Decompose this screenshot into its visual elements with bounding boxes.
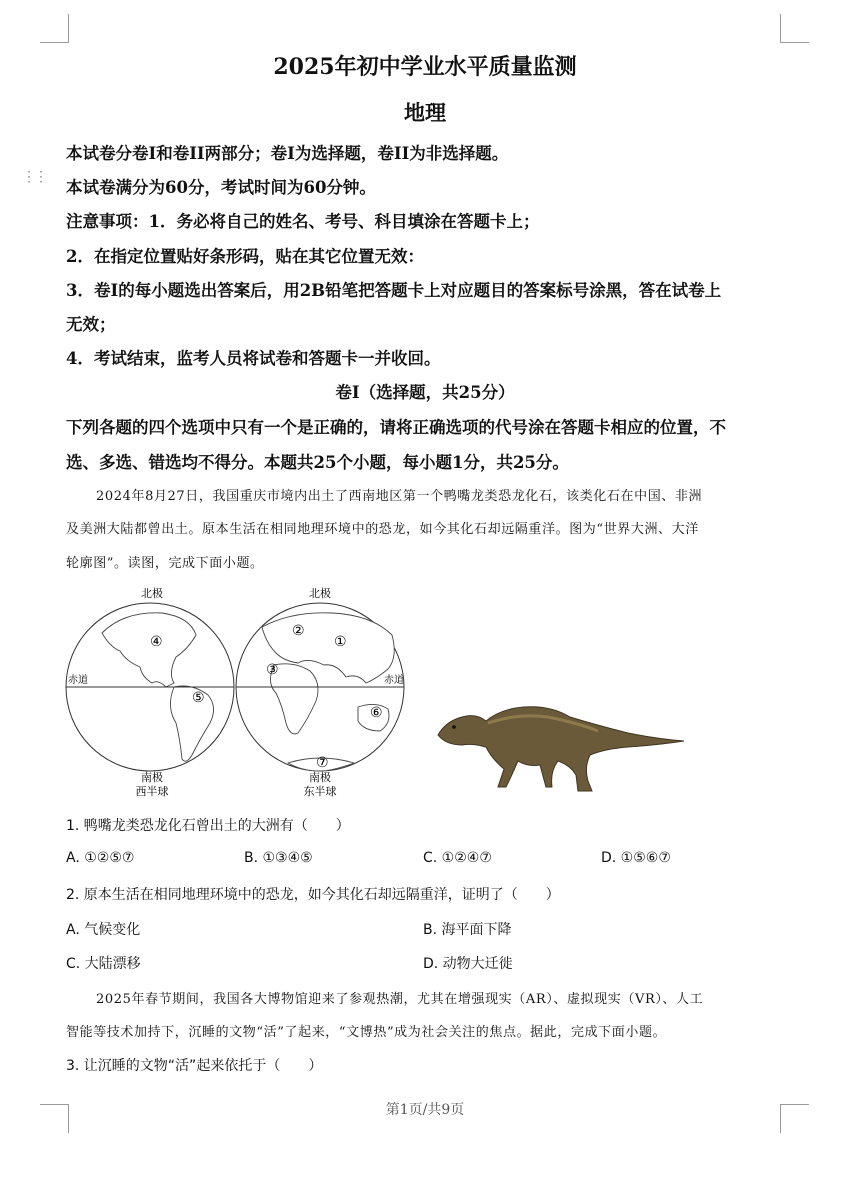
crop-mark-top-right bbox=[780, 14, 809, 43]
west-hemisphere-label: 西半球 bbox=[135, 785, 169, 798]
question-1-option-b[interactable]: B. ①③④⑤ bbox=[244, 850, 313, 866]
passage-line: 轮廓图”。读图，完成下面小题。 bbox=[66, 556, 264, 571]
question-1-option-c[interactable]: C. ①②④⑦ bbox=[423, 850, 492, 866]
instruction-line: 注意事项：1．务必将自己的姓名、考号、科目填涂在答题卡上； bbox=[66, 212, 540, 231]
equator-label-east: 赤道 bbox=[384, 675, 404, 686]
marker-6: ⑥ bbox=[370, 705, 383, 721]
equator-label-west: 赤道 bbox=[68, 675, 88, 686]
dinosaur-illustration bbox=[428, 695, 690, 797]
marker-2: ② bbox=[292, 623, 305, 639]
passage-line: 及美洲大陆都曾出土。原本生活在相同地理环境中的恐龙，如今其化石却远隔重洋。图为“世界大洲、大洋 bbox=[66, 522, 699, 537]
page-number: 第1页/共9页 bbox=[385, 1102, 465, 1118]
question-2-option-d[interactable]: D. 动物大迁徙 bbox=[423, 956, 513, 972]
east-hemisphere-globe bbox=[236, 603, 404, 771]
world-map-figure bbox=[62, 583, 412, 801]
crop-mark-top-left bbox=[40, 14, 69, 43]
section-intro-line: 下列各题的四个选项中只有一个是正确的，请将正确选项的代号涂在答题卡相应的位置，不 bbox=[66, 418, 726, 437]
north-pole-label-east: 北极 bbox=[309, 587, 331, 600]
north-pole-label-west: 北极 bbox=[141, 587, 163, 600]
question-2-option-a[interactable]: A. 气候变化 bbox=[66, 922, 141, 938]
marker-3: ③ bbox=[266, 662, 279, 678]
question-2-option-c[interactable]: C. 大陆漂移 bbox=[66, 956, 141, 972]
section-title: 卷I（选择题，共25分） bbox=[335, 383, 515, 402]
question-2-stem: 2. 原本生活在相同地理环境中的恐龙，如今其化石却远隔重洋，证明了（ ） bbox=[66, 887, 560, 903]
question-2-option-b[interactable]: B. 海平面下降 bbox=[423, 922, 512, 938]
question-1-option-d[interactable]: D. ①⑤⑥⑦ bbox=[601, 850, 671, 866]
instruction-line: 2．在指定位置贴好条形码，贴在其它位置无效： bbox=[66, 247, 424, 266]
question-3-stem: 3. 让沉睡的文物“活”起来依托于（ ） bbox=[66, 1058, 323, 1074]
marker-1: ① bbox=[334, 634, 347, 650]
instruction-line: 无效； bbox=[66, 315, 116, 334]
south-pole-label-east: 南极 bbox=[309, 771, 331, 784]
south-pole-label-west: 南极 bbox=[141, 771, 163, 784]
passage-line: 智能等技术加持下，沉睡的文物“活”了起来，“文博热”成为社会关注的焦点。据此，完成下面小题。 bbox=[66, 1025, 667, 1040]
instruction-line: 本试卷满分为60分，考试时间为60分钟。 bbox=[66, 178, 376, 197]
instruction-line: 本试卷分卷I和卷II两部分；卷I为选择题，卷II为非选择题。 bbox=[66, 144, 509, 163]
passage-line: 2025年春节期间，我国各大博物馆迎来了参观热潮，尤其在增强现实（AR）、虚拟现实（VR）、人工 bbox=[96, 992, 704, 1007]
passage-line: 2024年8月27日，我国重庆市境内出土了西南地区第一个鸭嘴龙类恐龙化石，该类化石在中国、非洲 bbox=[96, 489, 703, 504]
section-intro-line: 选、多选、错选均不得分。本题共25个小题，每小题1分，共25分。 bbox=[66, 453, 569, 472]
marker-4: ④ bbox=[150, 634, 163, 650]
question-1-stem: 1. 鸭嘴龙类恐龙化石曾出土的大洲有（ ） bbox=[66, 818, 350, 834]
subject-title: 地理 bbox=[404, 100, 446, 125]
marker-5: ⑤ bbox=[192, 690, 205, 706]
west-hemisphere-globe bbox=[66, 603, 234, 771]
question-1-option-a[interactable]: A. ①②⑤⑦ bbox=[66, 850, 135, 866]
instruction-line: 4．考试结束，监考人员将试卷和答题卡一并收回。 bbox=[66, 349, 441, 368]
drag-handle-icon[interactable]: ⋮⋮ bbox=[22, 169, 46, 185]
page-title: 2025年初中学业水平质量监测 bbox=[273, 54, 577, 80]
instruction-line: 3．卷I的每小题选出答案后，用2B铅笔把答题卡上对应题目的答案标号涂黑，答在试卷上 bbox=[66, 281, 722, 300]
east-hemisphere-label: 东半球 bbox=[303, 785, 337, 798]
marker-7: ⑦ bbox=[316, 755, 329, 771]
